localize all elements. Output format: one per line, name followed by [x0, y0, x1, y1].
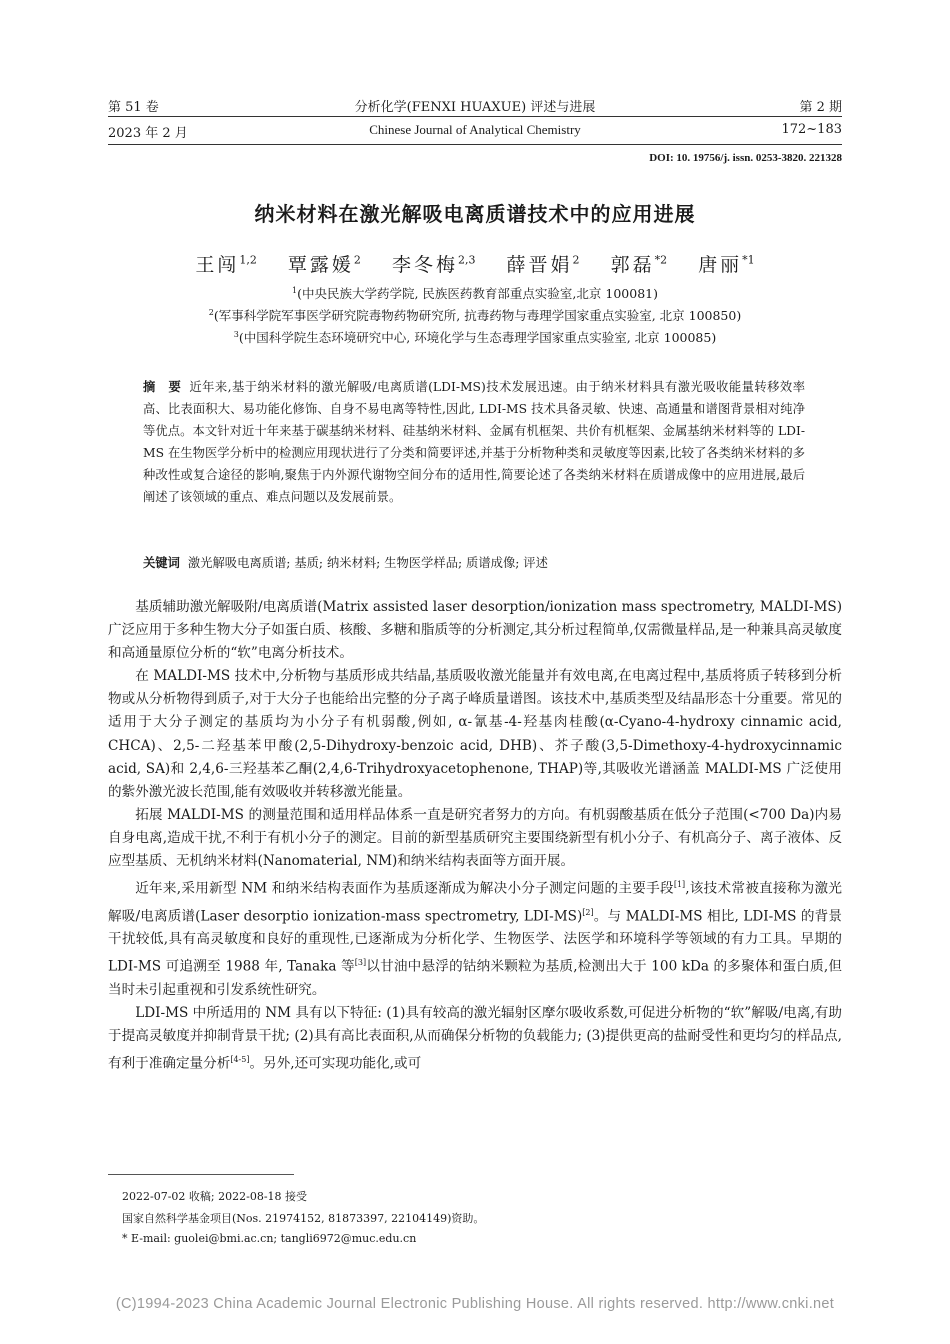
author-list — [0, 250, 950, 277]
citation[interactable]: [1] — [673, 880, 686, 890]
footnote-separator — [108, 1174, 294, 1175]
abstract-text: 近年来,基于纳米材料的激光解吸/电离质谱(LDI-MS)技术发展迅速。由于纳米材料具有激光吸收能量转移效率高、比表面积大、易功能化修饰、自身不易电离等特性,因此, LDI-MS 技术具备灵敏、快速、高通量和谱图背景相对纯净等优点。本文针对近十年来基于碳基纳米材料、硅基纳米材料、金属有机框架、共价有机框架、金属基纳米材料等的 LDI-MS 在生物医学分析中的检测应用现状进行了分类和简要评述,并基于分析物种类和灵敏度等因素,比较了各类纳米材料的多种改性或复合途径的影响,聚焦于内外源代谢物空间分布的适用性,简要论述了各类纳米材料在质谱成像中的应用进展,最后阐述了该领域的重点、难点问题以及发展前景。 — [143, 380, 805, 504]
paragraph: 拓展 MALDI-MS 的测量范围和适用样品体系一直是研究者努力的方向。有机弱酸基质在低分子范围(<700 Da)内易自身电离,造成干扰,不利于有机小分子的测定。目前的新型基质研究主要围绕新型有机小分子、有机高分子、离子液体、反应型基质、无机纳米材料(Nanomaterial, NM)和纳米结构表面等方面开展。 — [108, 806, 842, 870]
citation[interactable]: [2] — [582, 907, 594, 917]
abstract — [143, 376, 805, 508]
header-issue: 第 2 期 — [799, 100, 842, 115]
header-journal-en: Chinese Journal of Analytical Chemistry — [369, 122, 581, 137]
author: 李冬梅$^{2,3}$ — [391, 253, 476, 276]
paragraph: 在 MALDI-MS 技术中,分析物与基质形成共结晶,基质吸收激光能量并有效电离,在电离过程中,基质将质子转移到分析物或从分析物得到质子,对于大分子也能给出完整的分子离子峰质量谱图。该技术中,基质类型及结晶形态十分重要。常见的适用于大分子测定的基质均为小分子有机弱酸,例如, α-氰基-4-羟基肉桂酸(α-Cyano-4-hydroxy cinnamic acid, CHCA)、2,5-二羟基苯甲酸(2,5-Dihydroxy-benzoic acid, DHB)、芥子酸(3,5-Dimethoxy-4-hydroxycinnamic acid, SA)和 2,4,6-三羟基苯乙酮(2,4,6-Trihydroxyacetophenone, THAP)等,其吸收光谱涵盖 MALDI-MS 广泛使用的紫外激光波长范围,能有效吸收并转移激光能量。 — [108, 668, 842, 800]
citation[interactable]: [3] — [354, 958, 367, 968]
copyright-notice: (C)1994-2023 China Academic Journal Electronic Publishing House. All rights reserved. http://www.cnki.net — [115, 1296, 835, 1312]
header-pages: 172~183 — [781, 122, 842, 137]
paragraph: 基质辅助激光解吸附/电离质谱(Matrix assisted laser desorption/ionization mass spectrometry, MALDI-MS)广泛应用于多种生物大分子如蛋白质、核酸、多糖和脂质等的分析测定,其分析过程简单,仅需微量样品,是一种兼具高灵敏度和高通量原位分析的“软”电离分析技术。 — [108, 599, 842, 662]
affiliation: $^3$(中国科学院生态环境研究中心, 环境化学与生态毒理学国家重点实验室, 北京 100085) — [233, 329, 717, 345]
footnote-dates: 2022-07-02 收稿; 2022-08-18 接受 — [122, 1190, 308, 1203]
doi: DOI: 10. 19756/j. issn. 0253-3820. 221328 — [649, 152, 842, 164]
author: 郭磊$^{*2}$ — [610, 253, 668, 276]
footnote-email: * E-mail: guolei@bmi.ac.cn; tangli6972@muc.edu.cn — [122, 1232, 417, 1245]
header-volume: 第 51 卷 — [108, 100, 159, 115]
header-date: 2023 年 2 月 — [108, 126, 188, 141]
body-text — [108, 596, 842, 1076]
author: 唐丽$^{*1}$ — [698, 253, 755, 276]
affiliation: $^2$(军事科学院军事医学研究院毒物药物研究所, 抗毒药物与毒理学国家重点实验室, 北京 100850) — [208, 307, 742, 323]
header-journal-cn: 分析化学(FENXI HUAXUE) 评述与进展 — [354, 100, 596, 115]
keywords — [143, 552, 805, 574]
paper-title: 纳米材料在激光解吸电离质谱技术中的应用进展 — [254, 202, 696, 226]
paragraph: LDI-MS 中所适用的 NM 具有以下特征: (1)具有较高的激光辐射区摩尔吸收系数,可促进分析物的“软”解吸/电离,有助于提高灵敏度并抑制背景干扰; (2)具有高比表面积,从而确保分析物的负载能力; (3)提供更高的盐耐受性和更均匀的样品点,有利于准确定量分析[4-5]。另外,还可实现功能化,或可 — [108, 1005, 842, 1072]
citation[interactable]: [4-5] — [230, 1055, 250, 1065]
header-rule-2 — [108, 144, 842, 145]
footnote-funding: 国家自然科学基金项目(Nos. 21974152, 81873397, 22104149)资助。 — [122, 1212, 485, 1225]
header-rule — [108, 116, 842, 117]
keywords-label: 关键词 — [143, 556, 180, 570]
affiliation: $^1$(中央民族大学药学院, 民族医药教育部重点实验室,北京 100081) — [292, 285, 658, 301]
abstract-label: 摘 要 — [143, 380, 182, 394]
author: 薛晋娟$^2$ — [506, 253, 580, 276]
author: 覃露媛$^2$ — [287, 253, 361, 276]
author: 王闯$^{1,2}$ — [195, 253, 257, 276]
keywords-text: 激光解吸电离质谱; 基质; 纳米材料; 生物医学样品; 质谱成像; 评述 — [187, 556, 548, 570]
paragraph: 近年来,采用新型 NM 和纳米结构表面作为基质逐渐成为解决小分子测定问题的主要手段[1],该技术常被直接称为激光解吸/电离质谱(Laser desorptio ionization-mass spectrometry, LDI-MS)[2]。与 MALDI-MS 相比, LDI-MS 的背景干扰较低,具有高灵敏度和良好的重现性,已逐渐成为分析化学、生物医学、法医学和环境科学等领域的有力工具。早期的 LDI-MS 可追溯至 1988 年, Tanaka 等[3]以甘油中悬浮的钴纳米颗粒为基质,检测出大于 100 kDa 的多聚体和蛋白质,但当时未引起重视和引发系统性研究。 — [108, 880, 842, 999]
